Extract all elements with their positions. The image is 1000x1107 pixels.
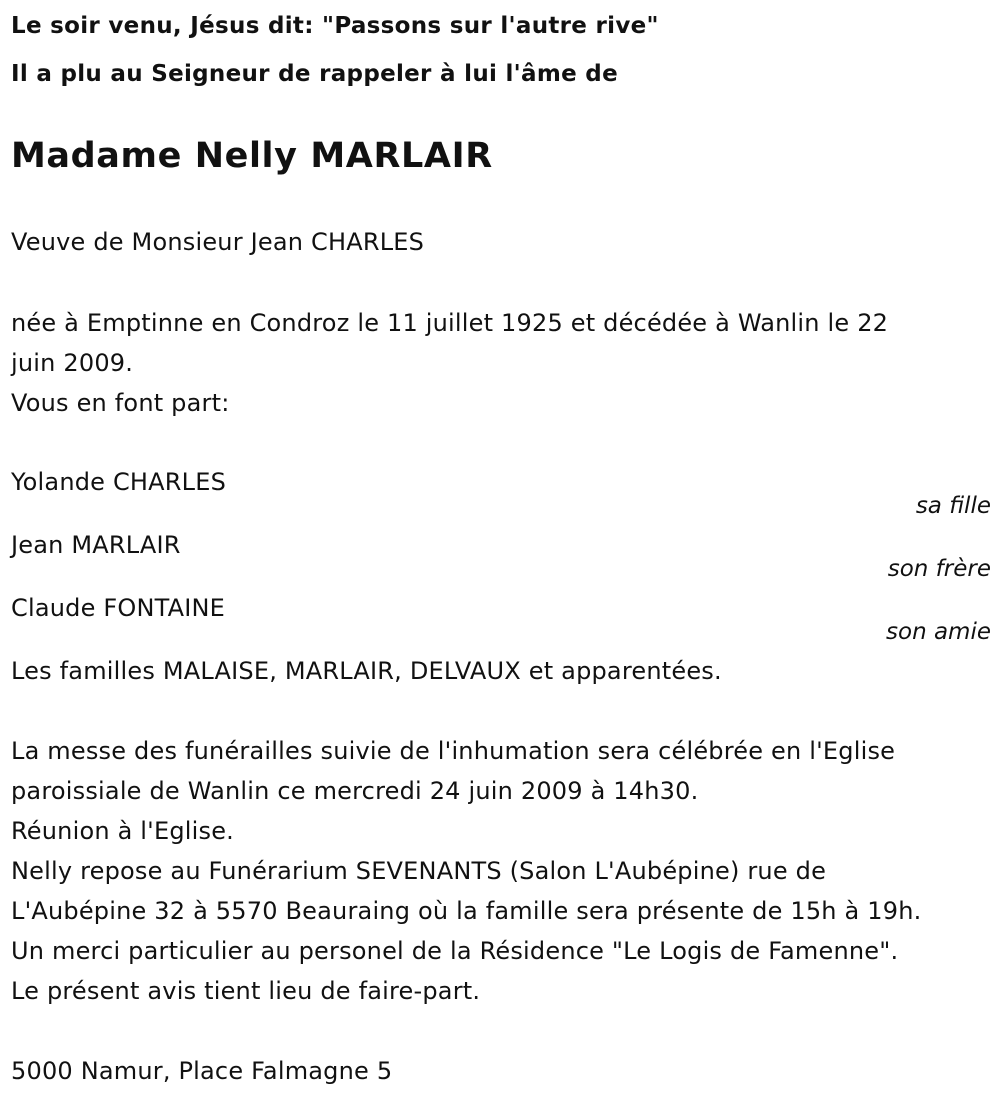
verse-line: Le soir venu, Jésus dit: "Passons sur l'autre rive" <box>11 13 659 39</box>
ceremony-line: Le présent avis tient lieu de faire-part. <box>11 977 481 1005</box>
family-member-name: Claude FONTAINE <box>11 594 226 622</box>
ceremony-line: Un merci particulier au personel de la Résidence "Le Logis de Famenne". <box>11 937 899 965</box>
address-line: 5000 Namur, Place Falmagne 5 <box>11 1057 393 1085</box>
widow-of-line: Veuve de Monsieur Jean CHARLES <box>11 228 425 256</box>
birth-death-line-1: née à Emptinne en Condroz le 11 juillet 1925 et décédée à Wanlin le 22 <box>11 309 889 337</box>
ceremony-line: paroissiale de Wanlin ce mercredi 24 juin 2009 à 14h30. <box>11 777 699 805</box>
ceremony-line: Nelly repose au Funérarium SEVENANTS (Salon L'Aubépine) rue de <box>11 857 827 885</box>
ceremony-line: L'Aubépine 32 à 5570 Beauraing où la famille sera présente de 15h à 19h. <box>11 897 922 925</box>
family-member-relation: sa fille <box>915 493 991 519</box>
family-member-name: Jean MARLAIR <box>11 531 181 559</box>
obituary-notice <box>11 0 991 1107</box>
family-member-name: Yolande CHARLES <box>11 468 227 496</box>
birth-death-line-2: juin 2009. <box>11 349 134 377</box>
families-line: Les familles MALAISE, MARLAIR, DELVAUX et apparentées. <box>11 657 722 685</box>
family-member-relation: son amie <box>886 619 991 645</box>
deceased-name: Madame Nelly MARLAIR <box>11 136 493 176</box>
ceremony-line: Réunion à l'Eglise. <box>11 817 235 845</box>
announce-line: Vous en font part: <box>11 389 230 417</box>
intro-line: Il a plu au Seigneur de rappeler à lui l'âme de <box>11 61 618 87</box>
ceremony-line: La messe des funérailles suivie de l'inhumation sera célébrée en l'Eglise <box>11 737 896 765</box>
family-member-relation: son frère <box>887 556 991 582</box>
